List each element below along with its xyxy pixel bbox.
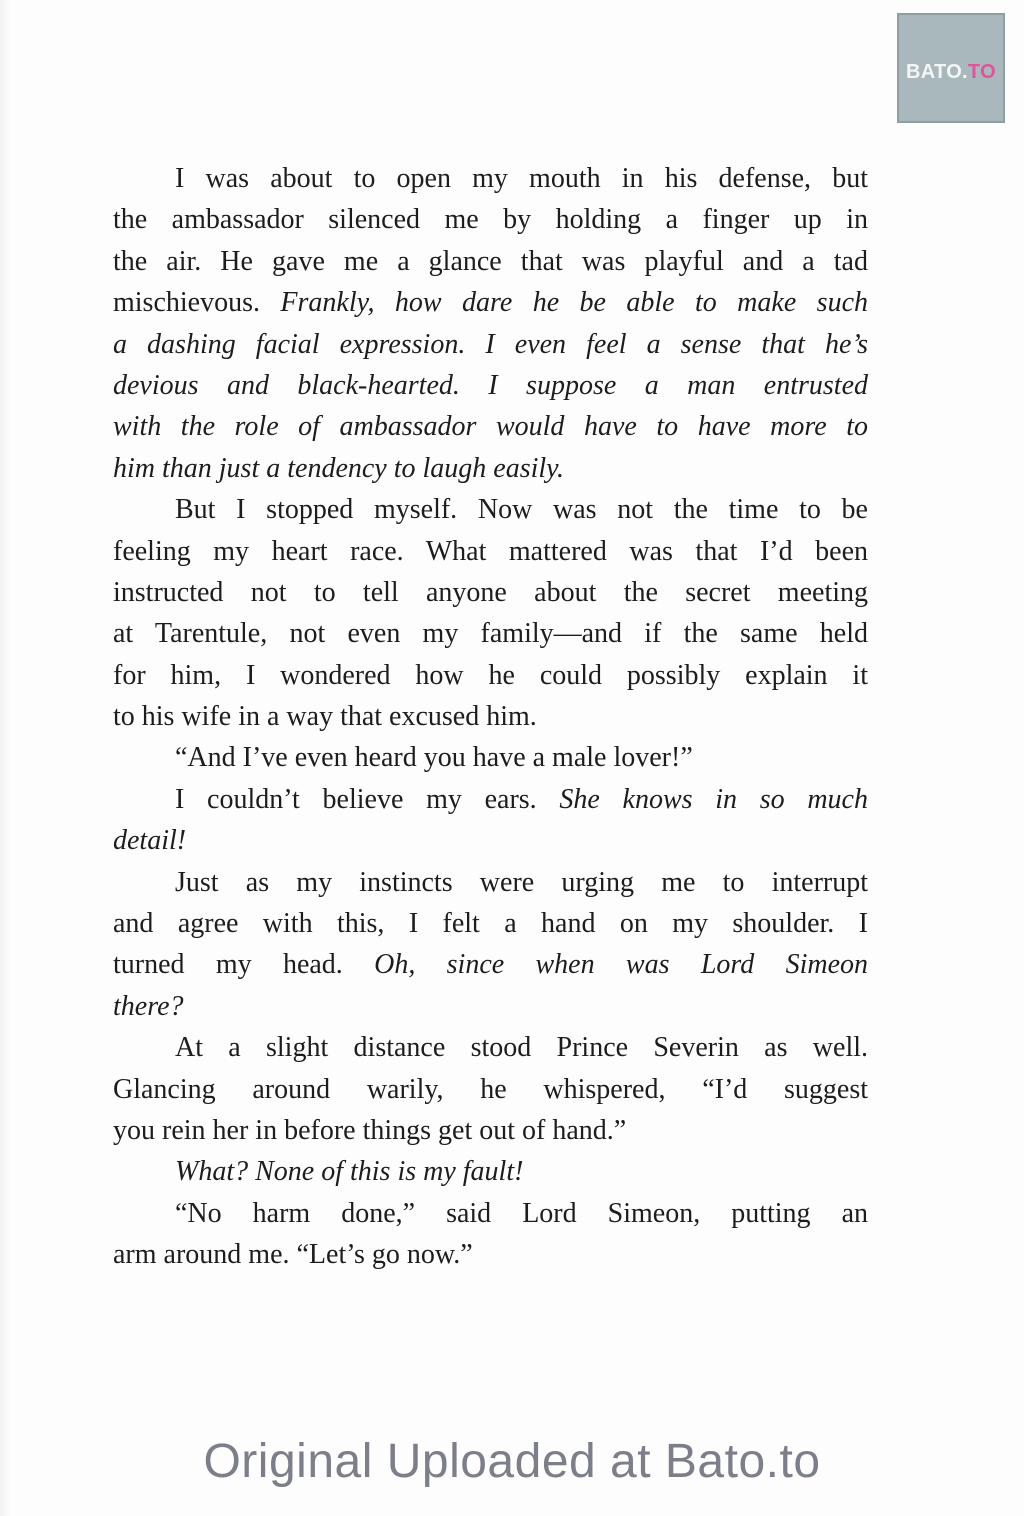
text-line [113, 696, 868, 737]
text-line [113, 1069, 868, 1110]
watermark-text: Original Uploaded at Bato.to [203, 1435, 821, 1488]
text-line [113, 986, 868, 1027]
text-run: “And I’ve even heard you have a male lover!” [175, 742, 693, 774]
bato-logo-badge [897, 13, 1005, 123]
text-line [113, 1193, 868, 1234]
book-text [113, 158, 868, 1276]
text-run: arm around me. “Let’s go now.” [113, 1239, 473, 1271]
text-run: Glancing around warily, he whispered, “I’d suggest [113, 1073, 868, 1105]
text-line [113, 531, 868, 572]
text-line [113, 324, 868, 365]
text-line [113, 365, 868, 406]
text-run: Oh, since when was Lord Simeon [374, 949, 868, 981]
text-run: for him, I wondered how he could possibly explain it [113, 659, 868, 691]
text-run: I couldn’t believe my ears. [175, 783, 560, 815]
text-run: turned my head. [113, 949, 375, 981]
text-line [113, 613, 868, 654]
text-run: him than just a tendency to laugh easily. [113, 452, 565, 484]
text-run: detail! [113, 825, 187, 857]
text-line [113, 241, 868, 282]
text-line [113, 158, 868, 199]
text-line [113, 199, 868, 240]
text-run: Just as my instincts were urging me to interrupt [175, 866, 868, 898]
text-run: I was about to open my mouth in his defense, but [175, 163, 868, 194]
text-line [113, 1234, 868, 1275]
text-run: to his wife in a way that excused him. [113, 701, 537, 733]
text-run: At a slight distance stood Prince Severin as well. [175, 1032, 868, 1064]
text-run: there? [113, 990, 184, 1022]
text-run: mischievous. [113, 287, 281, 319]
text-line [113, 944, 868, 985]
text-line [113, 489, 868, 530]
logo-text-pink: TO [967, 60, 996, 83]
text-run: devious and black-hearted. I suppose a man entrusted [113, 369, 868, 401]
text-line [113, 903, 868, 944]
text-run: She knows in so much [559, 783, 868, 815]
text-run: What? None of this is my fault! [175, 1156, 524, 1188]
text-line [113, 737, 868, 778]
text-line [113, 862, 868, 903]
bato-logo-text [906, 61, 996, 84]
text-line [113, 448, 868, 489]
text-line [113, 779, 868, 820]
text-line [113, 1027, 868, 1068]
text-line [113, 282, 868, 323]
text-run: and agree with this, I felt a hand on my shoulder. I [113, 908, 868, 940]
logo-text-white: BATO. [906, 60, 968, 83]
text-run: feeling my heart race. What mattered was that I’d been [113, 535, 868, 567]
text-run: the air. He gave me a glance that was playful and a tad [113, 245, 868, 277]
text-run: with the role of ambassador would have to have more to [113, 411, 868, 443]
text-run: “No harm done,” said Lord Simeon, putting an [175, 1197, 868, 1229]
text-run: at Tarentule, not even my family—and if the same held [113, 618, 868, 650]
text-run: a dashing facial expression. I even feel a sense that he’s [113, 328, 868, 360]
text-run: instructed not to tell anyone about the secret meeting [113, 576, 868, 608]
text-run: the ambassador silenced me by holding a finger up in [113, 204, 868, 236]
page-edge-shade [0, 0, 10, 1516]
text-line [113, 655, 868, 696]
text-line [113, 1151, 868, 1192]
text-run: But I stopped myself. Now was not the time to be [175, 494, 868, 526]
text-line [113, 572, 868, 613]
text-run: you rein her in before things get out of hand.” [113, 1114, 627, 1146]
text-line [113, 406, 868, 447]
text-run: Frankly, how dare he be able to make such [280, 287, 868, 319]
text-line [113, 820, 868, 861]
text-line [113, 1110, 868, 1151]
